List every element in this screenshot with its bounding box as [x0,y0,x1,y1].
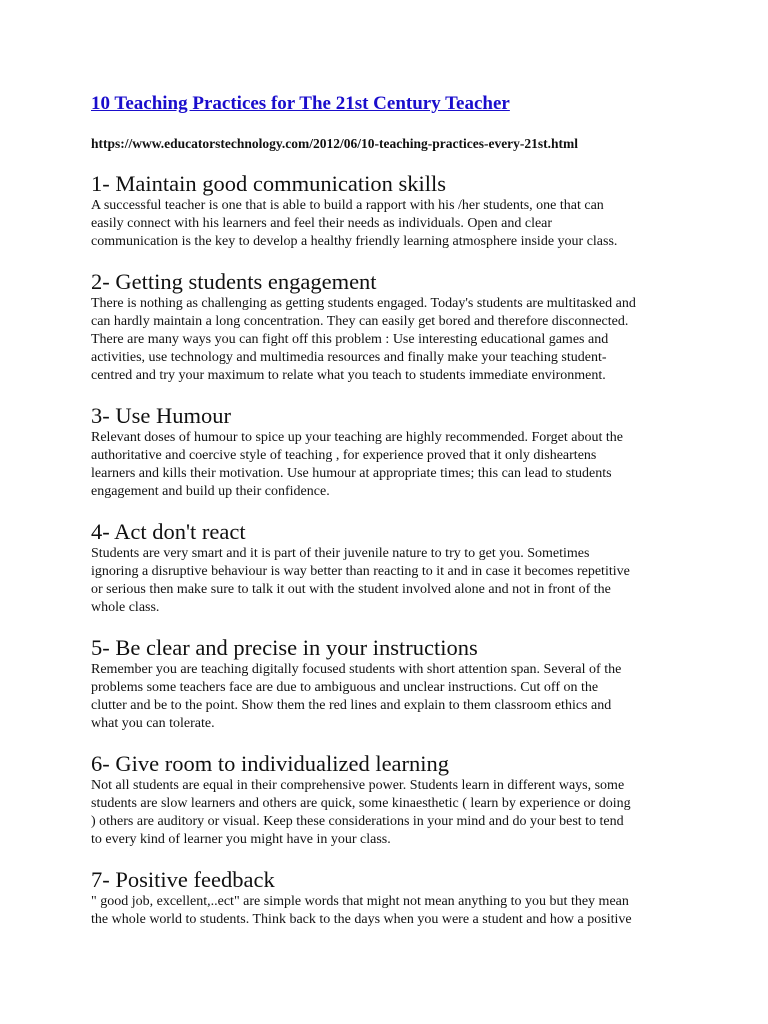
section-body: Not all students are equal in their comprehensive power. Students learn in different ways, some students are slow learners and others are quick, some kinaesthetic ( learn by experience or doing ) others are auditory or visual. Keep these considerations in your mind and do your best to tend to every kind of learner you might have in your class. [91,778,631,847]
section-body: " good job, excellent,..ect" are simple words that might not mean anything to you but they mean the whole world to students. Think back to the days when you were a student and how a positive [91,894,632,927]
section-heading: 4- Act don't react [91,519,246,544]
section-body: There is nothing as challenging as getting students engaged. Today's students are multitasked and can hardly maintain a long concentration. They can easily get bored and therefore disconnected. There are many ways you can fight off this problem : Use interesting educational games and activities, use technology and multimedia resources and finally make your teaching student- centred and try your maximum to relate what you teach to students immediate environment. [91,296,636,383]
section-heading: 7- Positive feedback [91,867,275,892]
section-3 [91,402,691,501]
document-title-link[interactable]: 10 Teaching Practices for The 21st Century Teacher [91,93,510,114]
section-heading: 6- Give room to individualized learning [91,751,450,776]
section-7 [91,866,691,929]
section-heading: 5- Be clear and precise in your instructions [91,635,478,660]
section-5 [91,634,691,733]
section-6 [91,750,691,849]
section-2 [91,268,691,385]
section-heading: 1- Maintain good communication skills [91,171,446,196]
section-4 [91,518,691,617]
section-body: Students are very smart and it is part of their juvenile nature to try to get you. Sometimes ignoring a disruptive behaviour is way better than reacting to it and in case it becomes repetitive or serious then make sure to talk it out with the student involved alone and not in front of the whole class. [91,546,630,615]
section-body: A successful teacher is one that is able to build a rapport with his /her students, one that can easily connect with his learners and feel their needs as individuals. Open and clear communication is the key to develop a healthy friendly learning atmosphere inside your class. [91,198,618,249]
section-heading: 3- Use Humour [91,403,231,428]
section-heading: 2- Getting students engagement [91,269,377,294]
section-1 [91,170,691,251]
section-body: Remember you are teaching digitally focused students with short attention span. Several of the problems some teachers face are due to ambiguous and unclear instructions. Cut off on the clutter and be to the point. Show them the red lines and explain to them classroom ethics and what you can tolerate. [91,662,622,731]
source-url: https://www.educatorstechnology.com/2012/06/10-teaching-practices-every-21st.html [91,136,579,151]
section-body: Relevant doses of humour to spice up your teaching are highly recommended. Forget about the authoritative and coercive style of teaching , for experience proved that it only disheartens learners and kills their motivation. Use humour at appropriate times; this can lead to students engagement and build up their confidence. [91,430,623,499]
